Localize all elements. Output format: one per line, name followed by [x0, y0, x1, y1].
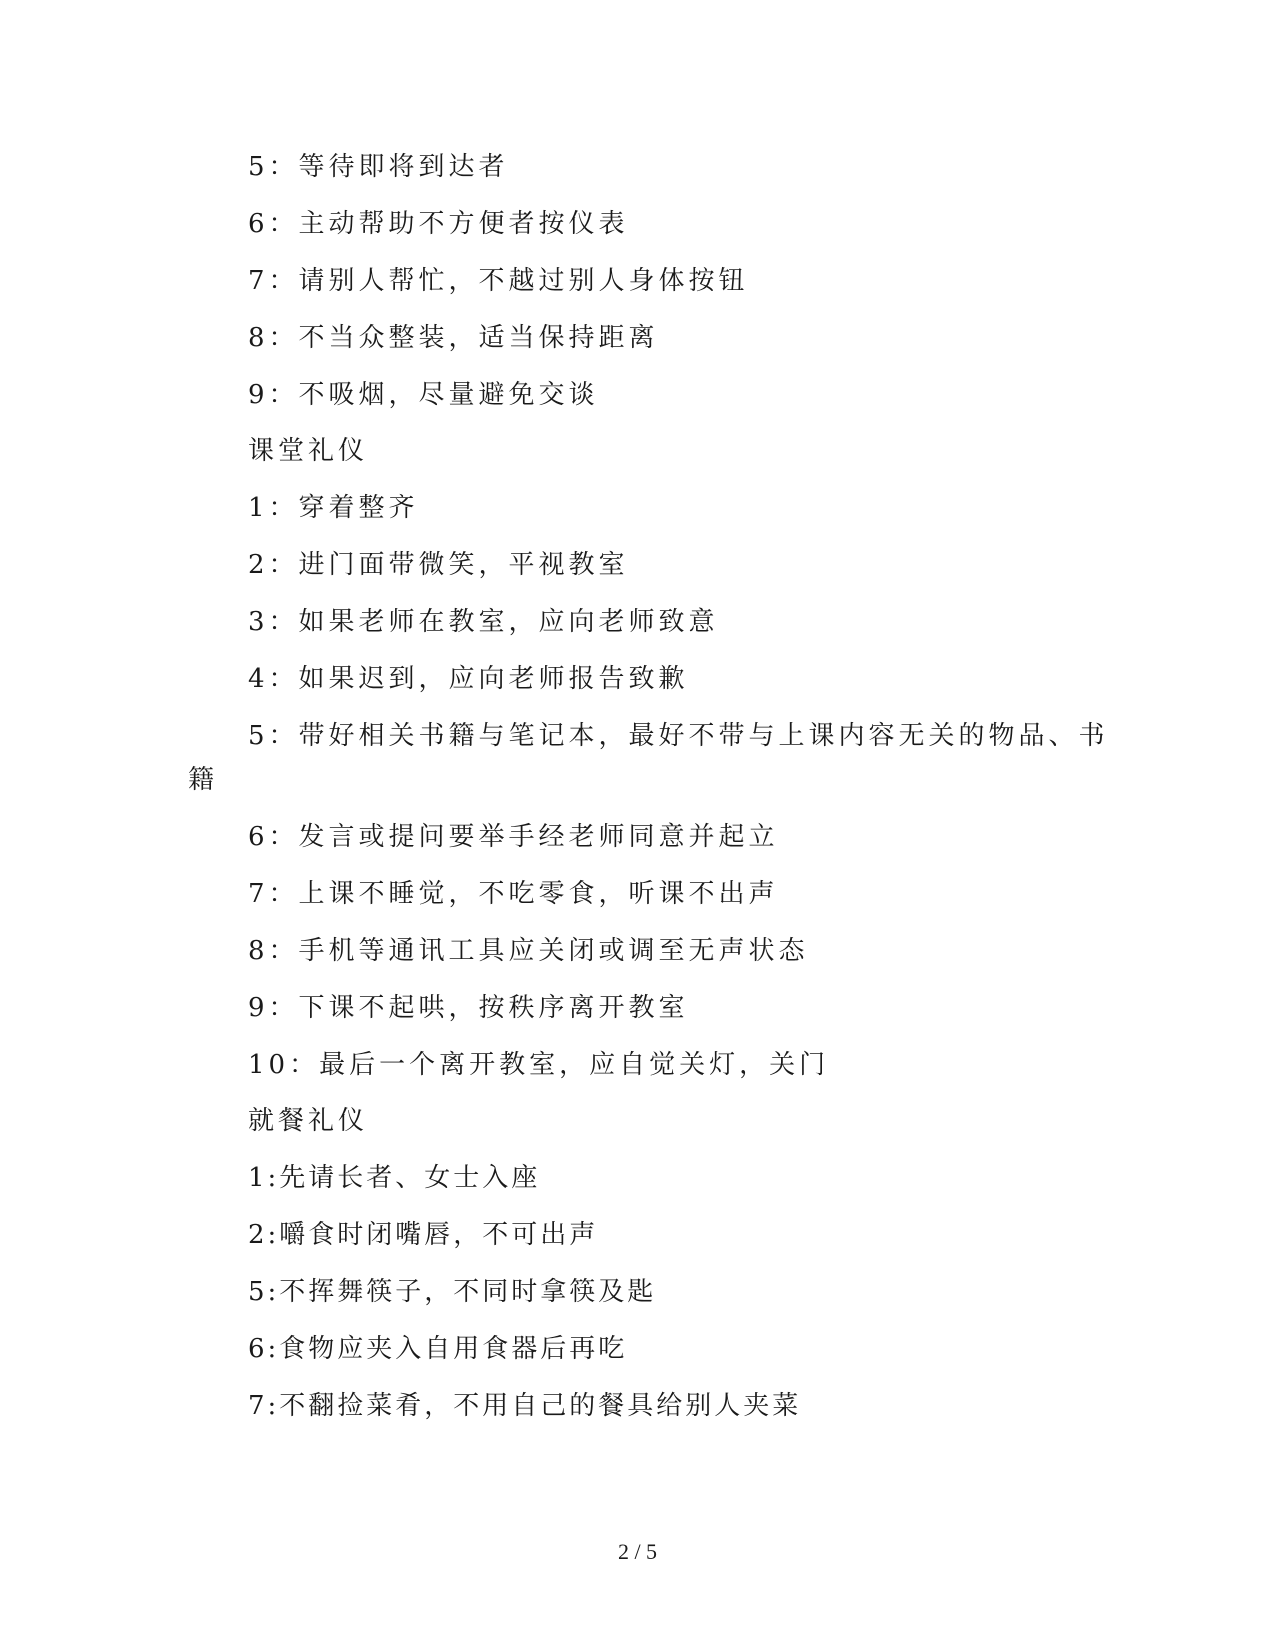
classroom-item-4: 4：如果迟到，应向老师报告致歉: [248, 664, 689, 694]
classroom-item-10: 10：最后一个离开教室，应自觉关灯，关门: [248, 1050, 830, 1080]
dining-item-5: 5:不挥舞筷子，不同时拿筷及匙: [248, 1277, 657, 1307]
dining-heading: 就餐礼仪: [248, 1106, 369, 1136]
classroom-item-9: 9：下课不起哄，按秩序离开教室: [248, 993, 689, 1023]
page-number: 2 / 5: [617, 1539, 658, 1564]
elevator-item-7: 7：请别人帮忙，不越过别人身体按钮: [248, 266, 749, 296]
elevator-item-5: 5：等待即将到达者: [248, 152, 509, 182]
classroom-item-7: 7：上课不睡觉，不吃零食，听课不出声: [248, 879, 779, 909]
classroom-item-3: 3：如果老师在教室，应向老师致意: [248, 607, 719, 637]
classroom-item-1: 1：穿着整齐: [248, 493, 419, 523]
classroom-item-2: 2：进门面带微笑，平视教室: [248, 550, 629, 580]
classroom-item-5-continuation: 籍: [188, 765, 219, 795]
elevator-item-8: 8：不当众整装，适当保持距离: [248, 323, 659, 353]
classroom-item-5: 5：带好相关书籍与笔记本，最好不带与上课内容无关的物品、书: [248, 721, 1109, 751]
dining-item-1: 1:先请长者、女士入座: [248, 1163, 541, 1193]
classroom-heading: 课堂礼仪: [248, 436, 369, 466]
elevator-item-9: 9：不吸烟，尽量避免交谈: [248, 380, 599, 410]
classroom-item-8: 8：手机等通讯工具应关闭或调至无声状态: [248, 936, 809, 966]
dining-item-6: 6:食物应夹入自用食器后再吃: [248, 1334, 628, 1364]
dining-item-7: 7:不翻捡菜肴，不用自己的餐具给别人夹菜: [248, 1391, 802, 1421]
classroom-item-6: 6：发言或提问要举手经老师同意并起立: [248, 822, 779, 852]
dining-item-2: 2:嚼食时闭嘴唇，不可出声: [248, 1220, 599, 1250]
elevator-item-6: 6：主动帮助不方便者按仪表: [248, 209, 629, 239]
